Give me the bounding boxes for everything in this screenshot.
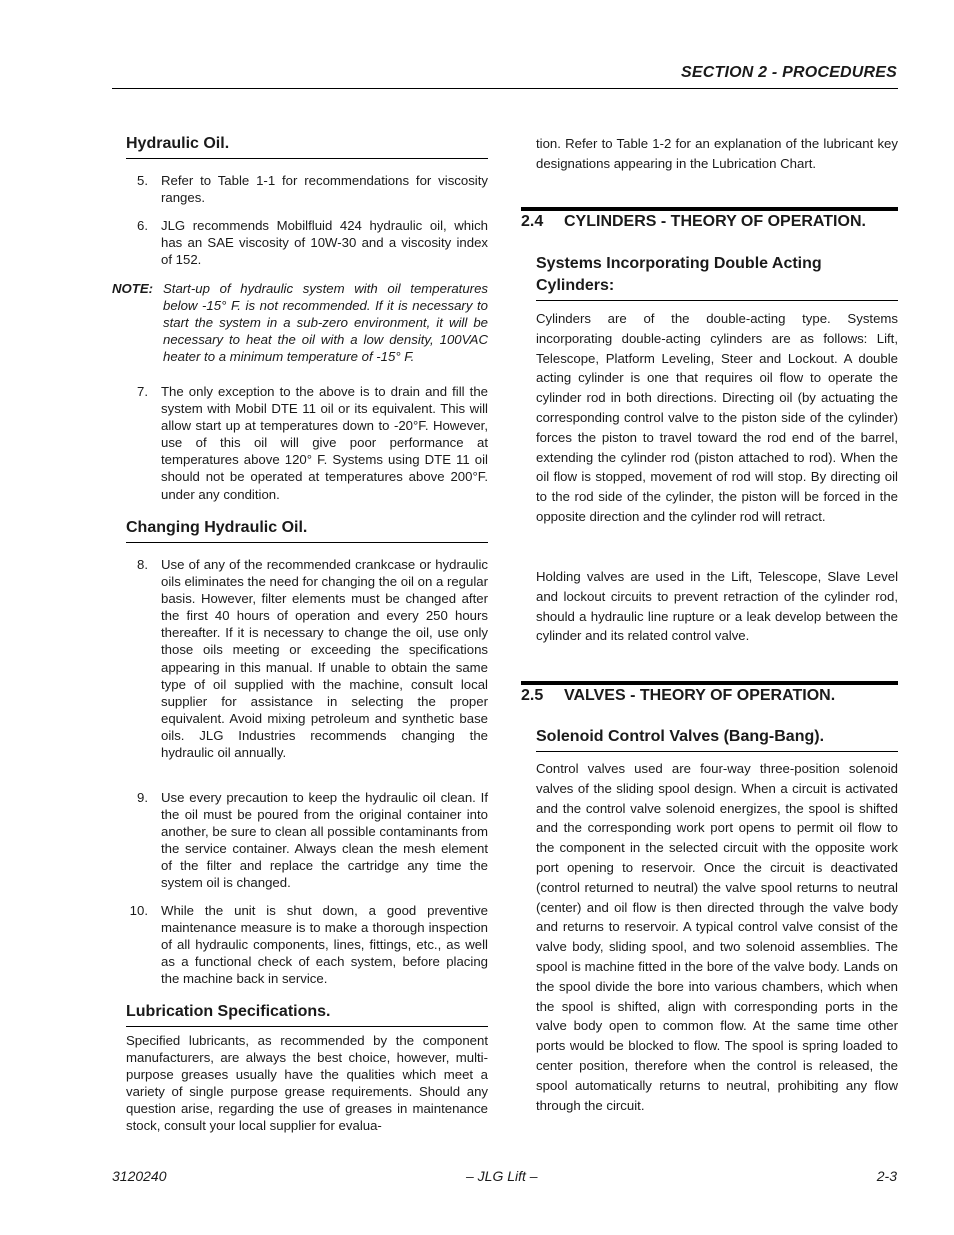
subheading-line: Systems Incorporating Double Acting: [536, 255, 822, 272]
item-text: Use every precaution to keep the hydraulic oil clean. If the oil must be poured from the original container into another, be sure to clean all possible contaminants from the service container. Always clean the mesh element of the filter and replace the cartridge any time the system oil is changed.: [161, 790, 488, 891]
page-number: 2-3: [876, 1168, 897, 1184]
document-number: 3120240: [112, 1168, 167, 1184]
section-number: 2.5: [521, 687, 544, 704]
section-number: 2.4: [521, 213, 544, 230]
note-block: [112, 280, 488, 365]
lubrication-paragraph: Specified lubricants, as recommended by the component manufacturers, are always the best choice, however, multi-purpose greases usually have the qualities which meet a variety of single purpose grease requirements. Should any question arise, regarding the use of greases in maintenance stock, consult your local supplier for evalua-: [126, 1033, 488, 1134]
section-2-4-heading: [521, 207, 898, 235]
subheading-line: Cylinders:: [536, 277, 615, 294]
hydraulic-oil-heading: Hydraulic Oil.: [126, 133, 488, 159]
item-text: The only exception to the above is to drain and fill the system with Mobil DTE 11 oil or its equivalent. This will allow start up at temperatures down to -20°F. However, use of this oil will give poor performance at temperatures above 120° F. Systems using DTE 11 oil should not be operated at temperatures above 200°F. under any condition.: [161, 384, 488, 502]
item-number: 10.: [129, 903, 148, 918]
holding-valves-paragraph: Holding valves are used in the Lift, Telescope, Slave Level and lockout circuits to prevent retraction of the cylinder rod, should a hydraulic line rupture or a leak develop between the cylinder and its related control valve.: [536, 569, 898, 644]
item-text: JLG recommends Mobilfluid 424 hydraulic oil, which has an SAE viscosity of 10W-30 and a viscosity index of 152.: [161, 218, 488, 268]
section-header: SECTION 2 - PROCEDURES: [681, 64, 897, 81]
item-number: 7.: [137, 384, 148, 399]
solenoid-valves-subheading: Solenoid Control Valves (Bang-Bang).: [536, 726, 898, 752]
list-item: [112, 902, 488, 987]
header-rule: [112, 88, 898, 89]
note-label: NOTE:: [112, 281, 154, 296]
cylinders-paragraph: Cylinders are of the double-acting type. Systems incorporating double-acting cylinders are as follows: Lift, Telescope, Platform Leveling, Steer and Lockout. A double acting cylinder is one that requires oil flow to operate the cylinder rod in both directions. Directing oil (by actuating the corresponding control valve to the piston side of the cylinder) forces the piston to travel toward the rod end of the barrel, extending the cylinder rod (piston attached to rod). When the oil flow is stopped, movement of rod will stop. By directing oil to the rod side of the cylinder, the piston will be forced in the opposite direction and the cylinder rod will retract.: [536, 311, 898, 524]
note-text: Start-up of hydraulic system with oil temperatures below -15° F. is not recommended. If it is necessary to start the system in a sub-zero environment, it will be necessary to heat the oil with a low density, 100VAC heater to a minimum temperature of -15° F.: [163, 281, 488, 365]
lubrication-specifications-heading: Lubrication Specifications.: [126, 1001, 488, 1027]
double-acting-subheading: [536, 253, 898, 301]
solenoid-valves-paragraph: Control valves used are four-way three-position solenoid valves of the sliding spool design. When a circuit is activated and the control valve solenoid energizes, the spool is shifted and the corresponding work port opens to permit oil flow to the component in the selected circuit with the opposite work port opening to reservoir. Once the circuit is deactivated (control returned to neutral) the valve spool returns to neutral (center) and oil flow is then directed through the valve body and returns to reservoir. A typical control valve consist of the valve body, sliding spool, and two solenoid assemblies. The spool is machine fitted in the bore of the valve body. Lands on the spool divide the bore into various chambers, which when the spool is shifted, align with corresponding ports in the valve body open to common flow. At the same time other ports would be blocked to flow. The spool is spring loaded to center position, therefore when the control is released, the spool automatically returns to neutral, prohibiting any flow through the circuit.: [536, 761, 898, 1113]
list-item: [112, 556, 488, 761]
continuation-paragraph: tion. Refer to Table 1-2 for an explanation of the lubricant key designations appearing in the Lubrication Chart.: [536, 136, 898, 171]
list-item: [112, 217, 488, 268]
item-number: 5.: [137, 173, 148, 188]
item-text: While the unit is shut down, a good preventive maintenance measure is to make a thorough inspection of all hydraulic components, lines, fittings, etc., as well as a functional check of each system, before placing the machine back in service.: [161, 903, 488, 987]
item-text: Refer to Table 1-1 for recommendations for viscosity ranges.: [161, 173, 488, 206]
changing-hydraulic-oil-heading: Changing Hydraulic Oil.: [126, 517, 488, 543]
item-number: 9.: [137, 790, 148, 805]
list-item: [112, 172, 488, 206]
section-2-5-heading: [521, 681, 898, 709]
list-item: [112, 383, 488, 503]
item-number: 8.: [137, 557, 148, 572]
list-item: [112, 789, 488, 892]
item-text: Use of any of the recommended crankcase or hydraulic oils eliminates the need for changing the oil on a regular basis. However, filter elements must be changed after the first 40 hours of operation and every 250 hours thereafter. If it is necessary to change the oil, use only those oils meeting or exceeding the specifications appearing in this manual. If unable to obtain the same type of oil supplied with the machine, consult local supplier for assistance in selecting the proper equivalent. Avoid mixing petroleum and synthetic base oils. JLG Industries recommends changing the hydraulic oil annually.: [161, 557, 488, 761]
section-title: CYLINDERS - THEORY OF OPERATION.: [564, 213, 866, 230]
item-number: 6.: [137, 218, 148, 233]
footer-brand: – JLG Lift –: [466, 1168, 538, 1184]
section-title: VALVES - THEORY OF OPERATION.: [564, 687, 836, 704]
